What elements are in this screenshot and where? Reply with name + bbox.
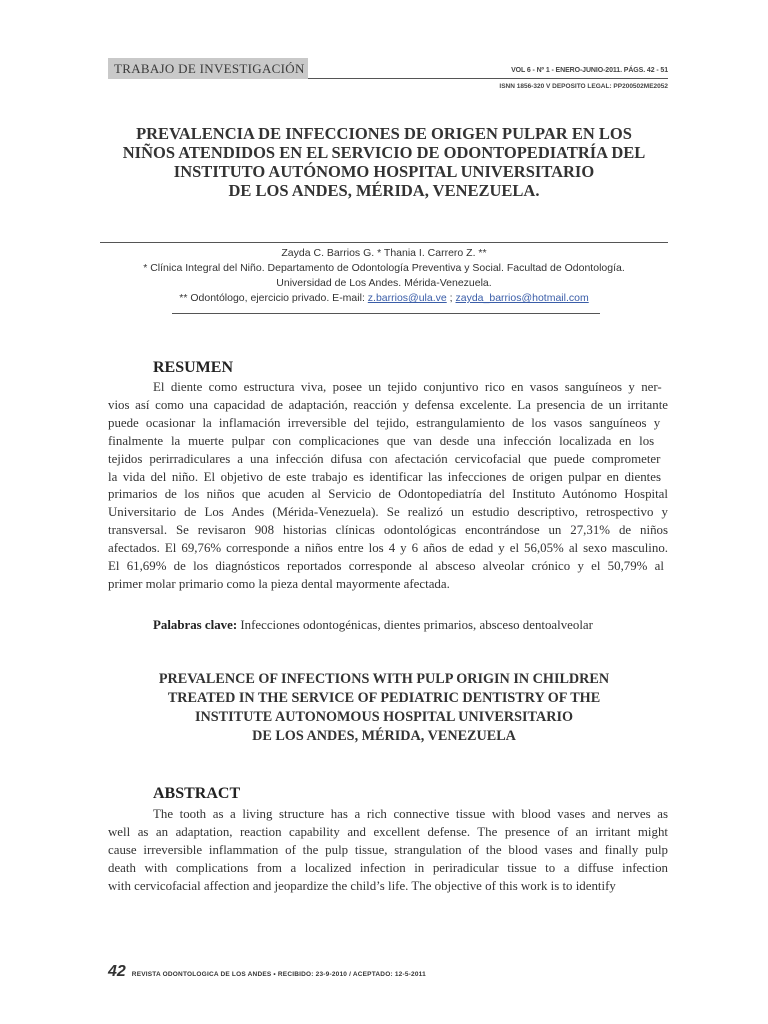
journal-issn: ISNN 1856-320 V DEPOSITO LEGAL: PP200502ME2052 xyxy=(499,83,668,90)
title-divider xyxy=(100,242,668,243)
resumen-line: transversal. Se revisaron 908 historias clínicas odontológicas encontrándose un 27,31% de niños xyxy=(108,523,668,538)
resumen-line: primarios de los niños que acuden al Servicio de Odontopediatría del Instituto Autónomo Hospital xyxy=(108,487,668,502)
page-number: 42 xyxy=(108,963,126,980)
title-en-line: INSTITUTE AUTONOMOUS HOSPITAL UNIVERSITARIO xyxy=(194,709,574,725)
authors-divider xyxy=(172,313,600,314)
resumen-heading: RESUMEN xyxy=(153,359,234,376)
resumen-line: El 61,69% de los diagnósticos reportados corresponde al absceso alveolar crónico y el 50,79% al xyxy=(108,559,664,574)
abstract-line: death with complications from a localized infection in periradicular tissue to a diffuse infection xyxy=(108,860,668,875)
resumen-line: la vida del niño. El objetivo de este trabajo es identificar las infecciones de origen pulpar en dientes xyxy=(108,469,661,484)
resumen-line: Universitario de Los Andes (Mérida-Venezuela). Se realizó un estudio descriptivo, retrospectivo y xyxy=(108,505,668,520)
contact-prefix: ** Odontólogo, ejercicio privado. E-mail: xyxy=(179,292,368,304)
title-es-line: NIÑOS ATENDIDOS EN EL SERVICIO DE ODONTOPEDIATRÍA DEL xyxy=(122,143,646,162)
header-rule xyxy=(308,78,668,79)
keywords xyxy=(153,618,593,633)
abstract-line: with cervicofacial affection and jeopardize the child’s life. The objective of this work is to identify xyxy=(108,878,616,893)
page-footer xyxy=(108,963,426,981)
title-es-line: PREVALENCIA DE INFECCIONES DE ORIGEN PULPAR EN LOS xyxy=(136,124,632,143)
abstract-line: The tooth as a living structure has a rich connective tissue with blood vases and nerves as xyxy=(153,807,668,821)
footer-journal-info: REVISTA ODONTOLOGICA DE LOS ANDES • RECIBIDO: 23-9-2010 / ACEPTADO: 12-5-2011 xyxy=(131,971,426,978)
keywords-text: Infecciones odontogénicas, dientes primarios, absceso dentoalveolar xyxy=(237,618,593,632)
abstract-body xyxy=(108,806,668,896)
title-es-line: DE LOS ANDES, MÉRIDA, VENEZUELA. xyxy=(228,181,540,200)
abstract-heading: ABSTRACT xyxy=(153,785,241,802)
email-link[interactable]: zayda_barrios@hotmail.com xyxy=(455,292,589,304)
title-es-line: INSTITUTO AUTÓNOMO HOSPITAL UNIVERSITARIO xyxy=(173,162,595,181)
resumen-line: finalmente la muerte pulpar con complicaciones que van desde una infección localizada en los xyxy=(108,433,655,448)
title-en-line: DE LOS ANDES, MÉRIDA, VENEZUELA xyxy=(252,728,516,744)
resumen-line: primer molar primario como la pieza dental mayormente afectada. xyxy=(108,576,450,591)
title-en-line: TREATED IN THE SERVICE OF PEDIATRIC DENTISTRY OF THE xyxy=(167,690,601,706)
resumen-body xyxy=(108,379,668,594)
abstract-line: cause irreversible inflammation of the pulp tissue, strangulation of the blood vases and finally pulp xyxy=(108,842,668,857)
affiliation-line: Universidad de Los Andes. Mérida-Venezuela. xyxy=(276,277,492,289)
resumen-line: puede ocasionar la inflamación irreversible del tejido, estrangulamiento de los vasos sanguíneos y xyxy=(108,415,661,430)
contact-line xyxy=(100,291,668,306)
resumen-line: afectados. El 69,76% corresponde a niños entre los 4 y 6 años de edad y el 56,05% al sexo masculino. xyxy=(108,541,668,556)
keywords-label: Palabras clave: xyxy=(153,618,238,632)
authors-block xyxy=(100,246,668,306)
section-tag: TRABAJO DE INVESTIGACIÓN xyxy=(108,58,308,79)
resumen-line: El diente como estructura viva, posee un tejido conjuntivo rico en vasos sanguíneos y ner- xyxy=(153,380,662,394)
author-names: Zayda C. Barrios G. * Thania I. Carrero Z. ** xyxy=(281,247,487,259)
article-title-en xyxy=(100,670,668,746)
resumen-line: tejidos perirradiculares a una infección difusa con afectación cervicofacial que puede comprometer xyxy=(108,451,661,466)
email-link[interactable]: z.barrios@ula.ve xyxy=(367,292,447,304)
article-title-es xyxy=(100,124,668,200)
title-en-line: PREVALENCE OF INFECTIONS WITH PULP ORIGIN IN CHILDREN xyxy=(158,671,610,687)
affiliation-line: * Clínica Integral del Niño. Departamento de Odontología Preventiva y Social. Facultad de Odontología. xyxy=(143,262,625,274)
resumen-line: vios así como una capacidad de adaptación, reacción y defensa excelente. La presencia de un irritante xyxy=(108,397,668,412)
abstract-line: well as an adaptation, reaction capability and excellent defense. The presence of an irritant might xyxy=(108,824,668,839)
journal-volume-info: VOL 6 - Nº 1 - ENERO-JUNIO-2011. PÁGS. 42 - 51 xyxy=(511,67,668,74)
email-separator: ; xyxy=(446,292,456,304)
